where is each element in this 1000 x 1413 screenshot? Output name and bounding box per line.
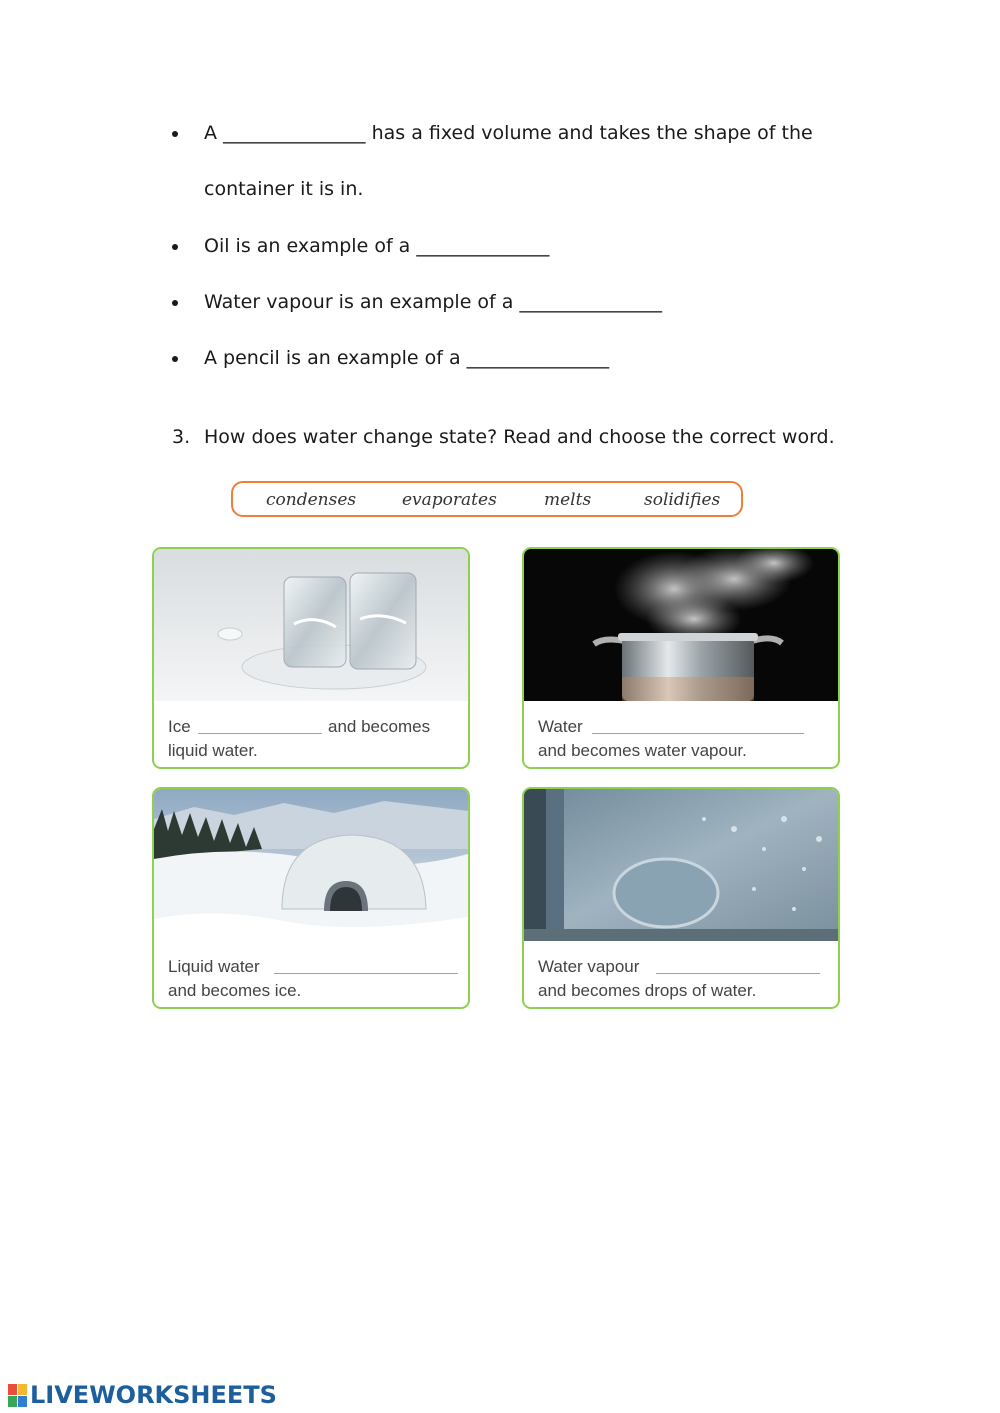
answer-blank[interactable] bbox=[198, 733, 322, 734]
card-caption-start: Ice bbox=[168, 717, 191, 736]
brand-text: LIVEWORKSHEETS bbox=[30, 1381, 277, 1409]
bullet-continuation: container it is in. bbox=[204, 178, 364, 200]
word-bank-item: condenses bbox=[266, 490, 357, 510]
liveworksheets-icon bbox=[8, 1384, 28, 1408]
word-bank-item: melts bbox=[544, 490, 592, 510]
answer-blank[interactable] bbox=[656, 973, 820, 974]
card-caption-start: Liquid water bbox=[168, 957, 260, 976]
igloo-image bbox=[154, 789, 468, 941]
bullet-text: Water vapour is an example of a _______________ bbox=[204, 291, 662, 313]
question-text: How does water change state? Read and choose the correct word. bbox=[204, 426, 835, 448]
bullet-text: Oil is an example of a ______________ bbox=[204, 235, 550, 257]
bullet-dot bbox=[172, 131, 178, 137]
bullet-text: A pencil is an example of a _______________ bbox=[204, 347, 610, 369]
word-bank-item: evaporates bbox=[402, 490, 497, 510]
card-caption-end: and becomes bbox=[328, 717, 431, 736]
card-ice bbox=[152, 547, 470, 769]
question-3 bbox=[172, 426, 835, 448]
card-caption-start: Water vapour bbox=[538, 957, 640, 976]
answer-blank[interactable] bbox=[274, 973, 458, 974]
card-caption-line2: liquid water. bbox=[168, 741, 258, 760]
bullet-dot bbox=[172, 300, 178, 306]
card-caption-line2: and becomes drops of water. bbox=[538, 981, 757, 1000]
card-boiling bbox=[522, 547, 840, 769]
ice-cubes-image bbox=[154, 549, 468, 701]
bullet-dot bbox=[172, 244, 178, 250]
bullet-text: A _______________ has a fixed volume and takes the shape of the bbox=[204, 122, 813, 144]
card-caption-line2: and becomes water vapour. bbox=[538, 741, 747, 760]
word-bank-item: solidifies bbox=[644, 490, 721, 510]
card-caption-start: Water bbox=[538, 717, 583, 736]
bullet-dot bbox=[172, 356, 178, 362]
question-number: 3. bbox=[172, 426, 191, 448]
word-bank bbox=[231, 481, 743, 517]
foggy-car-window-image bbox=[524, 789, 838, 941]
answer-blank[interactable] bbox=[592, 733, 804, 734]
card-caption-line2: and becomes ice. bbox=[168, 981, 302, 1000]
boiling-pot-image bbox=[524, 549, 838, 701]
card-igloo bbox=[152, 787, 470, 1009]
card-condensation bbox=[522, 787, 840, 1009]
